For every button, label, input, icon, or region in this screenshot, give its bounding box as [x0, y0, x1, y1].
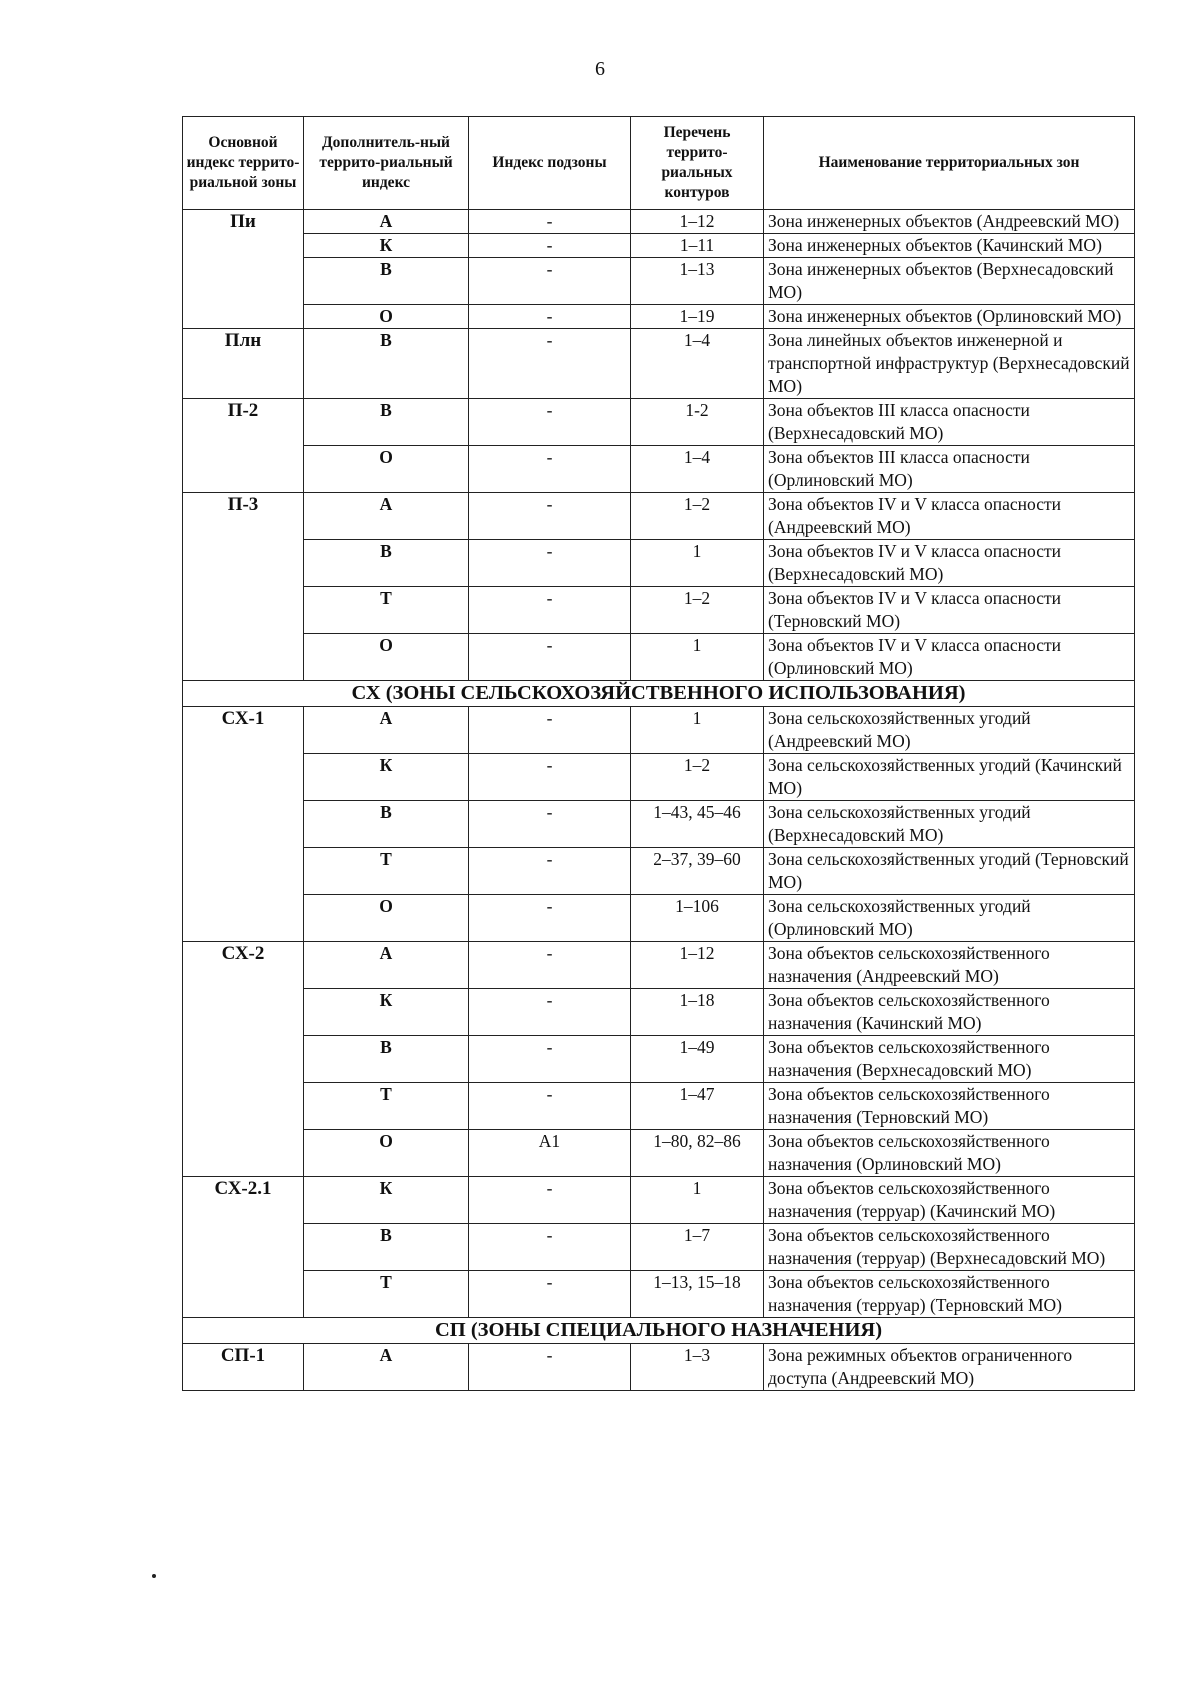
- additional-index-cell: О: [304, 305, 469, 329]
- header-contours-list: Перечень террито-риальных контуров: [631, 117, 764, 210]
- contours-cell: 1–18: [631, 989, 764, 1036]
- subzone-index-cell: -: [469, 587, 631, 634]
- contours-cell: 1–2: [631, 493, 764, 540]
- table-row: [183, 329, 1135, 399]
- main-index-cell: Плн: [183, 329, 304, 399]
- subzone-index-cell: -: [469, 801, 631, 848]
- table-row: [183, 399, 1135, 446]
- additional-index-cell: О: [304, 895, 469, 942]
- subzone-index-cell: -: [469, 895, 631, 942]
- zone-name-cell: Зона сельскохозяйственных угодий (Верхнесадовский МО): [764, 801, 1135, 848]
- zone-name-cell: Зона сельскохозяйственных угодий (Андреевский МО): [764, 707, 1135, 754]
- subzone-index-cell: -: [469, 848, 631, 895]
- zone-name-cell: Зона объектов сельскохозяйственного назначения (Качинский МО): [764, 989, 1135, 1036]
- table-row: [183, 1036, 1135, 1083]
- additional-index-cell: В: [304, 540, 469, 587]
- additional-index-cell: Т: [304, 1083, 469, 1130]
- margin-dot: [152, 1574, 156, 1578]
- table-row: [183, 446, 1135, 493]
- subzone-index-cell: А1: [469, 1130, 631, 1177]
- subzone-index-cell: -: [469, 493, 631, 540]
- header-subzone-index: Индекс подзоны: [469, 117, 631, 210]
- subzone-index-cell: -: [469, 754, 631, 801]
- contours-cell: 1–12: [631, 210, 764, 234]
- contours-cell: 1–43, 45–46: [631, 801, 764, 848]
- additional-index-cell: О: [304, 1130, 469, 1177]
- additional-index-cell: В: [304, 399, 469, 446]
- section-title: СП (ЗОНЫ СПЕЦИАЛЬНОГО НАЗНАЧЕНИЯ): [183, 1318, 1135, 1344]
- zone-name-cell: Зона сельскохозяйственных угодий (Орлиновский МО): [764, 895, 1135, 942]
- table-row: [183, 1224, 1135, 1271]
- main-index-cell: П-3: [183, 493, 304, 681]
- main-index-cell: Пи: [183, 210, 304, 329]
- subzone-index-cell: -: [469, 399, 631, 446]
- contours-cell: 1: [631, 1177, 764, 1224]
- additional-index-cell: А: [304, 210, 469, 234]
- zone-name-cell: Зона объектов сельскохозяйственного назначения (Терновский МО): [764, 1083, 1135, 1130]
- header-main-index: Основной индекс террито-риальной зоны: [183, 117, 304, 210]
- additional-index-cell: В: [304, 1036, 469, 1083]
- main-index-cell: СП-1: [183, 1344, 304, 1391]
- additional-index-cell: А: [304, 942, 469, 989]
- zone-name-cell: Зона объектов IV и V класса опасности (Верхнесадовский МО): [764, 540, 1135, 587]
- additional-index-cell: А: [304, 707, 469, 754]
- table-row: [183, 634, 1135, 681]
- contours-cell: 1–13, 15–18: [631, 1271, 764, 1318]
- table-row: [183, 210, 1135, 234]
- contours-cell: 1–47: [631, 1083, 764, 1130]
- contours-cell: 1-2: [631, 399, 764, 446]
- table-row: [183, 305, 1135, 329]
- additional-index-cell: К: [304, 754, 469, 801]
- contours-cell: 1–2: [631, 754, 764, 801]
- table-row: [183, 540, 1135, 587]
- subzone-index-cell: -: [469, 1271, 631, 1318]
- main-index-cell: П-2: [183, 399, 304, 493]
- zone-name-cell: Зона инженерных объектов (Качинский МО): [764, 234, 1135, 258]
- additional-index-cell: В: [304, 258, 469, 305]
- zone-name-cell: Зона объектов IV и V класса опасности (Орлиновский МО): [764, 634, 1135, 681]
- section-title: СХ (ЗОНЫ СЕЛЬСКОХОЗЯЙСТВЕННОГО ИСПОЛЬЗОВАНИЯ): [183, 681, 1135, 707]
- zone-name-cell: Зона объектов сельскохозяйственного назначения (терруар) (Качинский МО): [764, 1177, 1135, 1224]
- additional-index-cell: К: [304, 1177, 469, 1224]
- page-number: 6: [595, 58, 605, 80]
- contours-cell: 1–7: [631, 1224, 764, 1271]
- additional-index-cell: Т: [304, 1271, 469, 1318]
- contours-cell: 1–13: [631, 258, 764, 305]
- additional-index-cell: В: [304, 1224, 469, 1271]
- contours-cell: 1–11: [631, 234, 764, 258]
- table-row: [183, 848, 1135, 895]
- table-row: [183, 258, 1135, 305]
- subzone-index-cell: -: [469, 989, 631, 1036]
- subzone-index-cell: -: [469, 329, 631, 399]
- subzone-index-cell: -: [469, 1036, 631, 1083]
- table-row: [183, 1177, 1135, 1224]
- section-header-row: [183, 1318, 1135, 1344]
- zone-name-cell: Зона объектов сельскохозяйственного назначения (Орлиновский МО): [764, 1130, 1135, 1177]
- subzone-index-cell: -: [469, 1083, 631, 1130]
- zone-name-cell: Зона объектов III класса опасности (Верхнесадовский МО): [764, 399, 1135, 446]
- table-row: [183, 989, 1135, 1036]
- table-row: [183, 895, 1135, 942]
- subzone-index-cell: -: [469, 1224, 631, 1271]
- table-row: [183, 234, 1135, 258]
- zones-table: [182, 116, 1135, 1391]
- zones-table-body: [183, 210, 1135, 1391]
- table-row: [183, 1344, 1135, 1391]
- zone-name-cell: Зона сельскохозяйственных угодий (Качинский МО): [764, 754, 1135, 801]
- main-index-cell: СХ-2: [183, 942, 304, 1177]
- additional-index-cell: К: [304, 989, 469, 1036]
- contours-cell: 1: [631, 540, 764, 587]
- zone-name-cell: Зона объектов сельскохозяйственного назначения (Андреевский МО): [764, 942, 1135, 989]
- table-row: [183, 801, 1135, 848]
- additional-index-cell: Т: [304, 587, 469, 634]
- subzone-index-cell: -: [469, 1177, 631, 1224]
- additional-index-cell: В: [304, 801, 469, 848]
- table-row: [183, 493, 1135, 540]
- table-row: [183, 1130, 1135, 1177]
- header-zone-name: Наименование территориальных зон: [764, 117, 1135, 210]
- zone-name-cell: Зона объектов IV и V класса опасности (Терновский МО): [764, 587, 1135, 634]
- zone-name-cell: Зона объектов сельскохозяйственного назначения (терруар) (Верхнесадовский МО): [764, 1224, 1135, 1271]
- table-row: [183, 942, 1135, 989]
- zone-name-cell: Зона объектов III класса опасности (Орлиновский МО): [764, 446, 1135, 493]
- contours-cell: 1–2: [631, 587, 764, 634]
- table-header-row: [183, 117, 1135, 210]
- contours-cell: 1: [631, 707, 764, 754]
- contours-cell: 1–106: [631, 895, 764, 942]
- subzone-index-cell: -: [469, 305, 631, 329]
- zone-name-cell: Зона объектов IV и V класса опасности (Андреевский МО): [764, 493, 1135, 540]
- contours-cell: 1–4: [631, 329, 764, 399]
- section-header-row: [183, 681, 1135, 707]
- subzone-index-cell: -: [469, 634, 631, 681]
- zone-name-cell: Зона объектов сельскохозяйственного назначения (терруар) (Терновский МО): [764, 1271, 1135, 1318]
- subzone-index-cell: -: [469, 540, 631, 587]
- main-index-cell: СХ-2.1: [183, 1177, 304, 1318]
- additional-index-cell: О: [304, 634, 469, 681]
- table-row: [183, 587, 1135, 634]
- header-additional-index: Дополнитель-ный террито-риальный индекс: [304, 117, 469, 210]
- subzone-index-cell: -: [469, 446, 631, 493]
- zone-name-cell: Зона инженерных объектов (Орлиновский МО): [764, 305, 1135, 329]
- contours-cell: 2–37, 39–60: [631, 848, 764, 895]
- additional-index-cell: К: [304, 234, 469, 258]
- contours-cell: 1–19: [631, 305, 764, 329]
- additional-index-cell: А: [304, 1344, 469, 1391]
- table-row: [183, 1083, 1135, 1130]
- subzone-index-cell: -: [469, 258, 631, 305]
- zone-name-cell: Зона объектов сельскохозяйственного назначения (Верхнесадовский МО): [764, 1036, 1135, 1083]
- table-row: [183, 707, 1135, 754]
- table-row: [183, 1271, 1135, 1318]
- main-index-cell: СХ-1: [183, 707, 304, 942]
- subzone-index-cell: -: [469, 942, 631, 989]
- contours-cell: 1: [631, 634, 764, 681]
- contours-cell: 1–12: [631, 942, 764, 989]
- additional-index-cell: А: [304, 493, 469, 540]
- zone-name-cell: Зона инженерных объектов (Верхнесадовский МО): [764, 258, 1135, 305]
- subzone-index-cell: -: [469, 210, 631, 234]
- contours-cell: 1–80, 82–86: [631, 1130, 764, 1177]
- additional-index-cell: В: [304, 329, 469, 399]
- zone-name-cell: Зона линейных объектов инженерной и транспортной инфраструктур (Верхнесадовский МО): [764, 329, 1135, 399]
- additional-index-cell: О: [304, 446, 469, 493]
- zone-name-cell: Зона режимных объектов ограниченного доступа (Андреевский МО): [764, 1344, 1135, 1391]
- subzone-index-cell: -: [469, 707, 631, 754]
- table-row: [183, 754, 1135, 801]
- additional-index-cell: Т: [304, 848, 469, 895]
- subzone-index-cell: -: [469, 234, 631, 258]
- zone-name-cell: Зона инженерных объектов (Андреевский МО): [764, 210, 1135, 234]
- contours-cell: 1–49: [631, 1036, 764, 1083]
- contours-cell: 1–3: [631, 1344, 764, 1391]
- subzone-index-cell: -: [469, 1344, 631, 1391]
- contours-cell: 1–4: [631, 446, 764, 493]
- zone-name-cell: Зона сельскохозяйственных угодий (Терновский МО): [764, 848, 1135, 895]
